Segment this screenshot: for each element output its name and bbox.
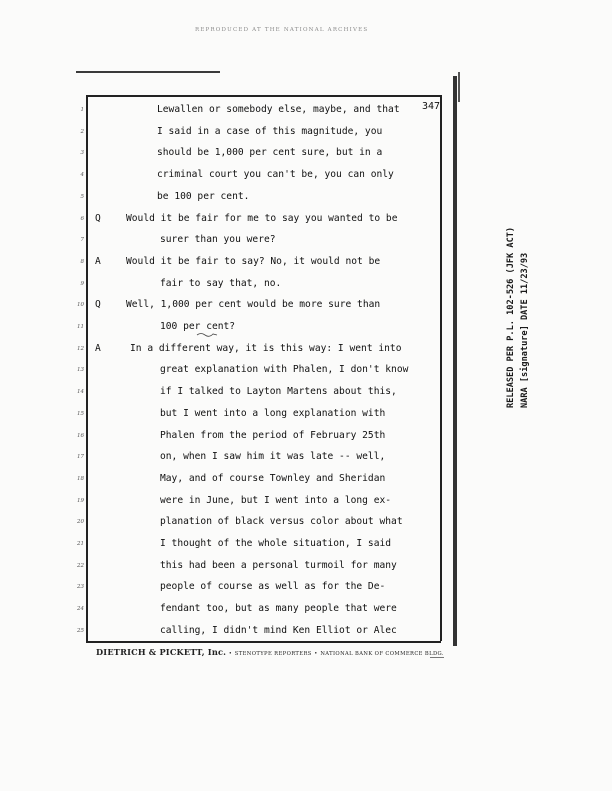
line-number: 15 (77, 410, 84, 417)
transcript-line: In a different way, it is this way: I went into (130, 342, 402, 354)
line-number: 21 (77, 541, 84, 547)
footer-address: NATIONAL BANK OF COMMERCE BLDG. (320, 651, 444, 657)
top-rule (76, 71, 220, 73)
line-number: 10 (77, 302, 84, 309)
transcript-line: great explanation with Phalen, I don't know (160, 364, 409, 376)
transcript-line: should be 1,000 per cent sure, but in a (157, 147, 383, 159)
line-number: 25 (77, 627, 84, 634)
transcript-line: on, when I saw him it was late -- well, (160, 451, 386, 463)
line-number: 18 (77, 475, 84, 482)
line-number: 11 (77, 324, 84, 330)
line-number: 6 (80, 215, 84, 222)
line-number: 19 (77, 497, 84, 504)
line-number: 2 (80, 128, 84, 135)
line-number: 24 (77, 606, 84, 613)
reporter-footer (96, 647, 444, 657)
release-stamp-line1: RELEASED PER P.L. 102-526 (JFK ACT) (506, 226, 516, 408)
line-number: 5 (80, 193, 84, 200)
transcript-line: fendant too, but as many people that were (160, 603, 397, 615)
footer-separator: • (314, 651, 318, 657)
right-margin-bar (453, 76, 457, 646)
transcript-line: criminal court you can't be, you can only (157, 169, 394, 181)
transcript-line: this had been a personal turmoil for many (160, 559, 397, 571)
release-stamp-line2: NARA [signature] DATE 11/23/93 (520, 252, 530, 408)
frame-right-border (440, 95, 442, 641)
page-number: 347 (422, 101, 441, 112)
transcript-line: people of course as well as for the De- (160, 581, 386, 593)
line-number: 20 (77, 519, 84, 526)
transcript-line: Lewallen or somebody else, maybe, and that (157, 104, 400, 115)
line-number: 14 (77, 389, 84, 396)
footer-separator: • (228, 651, 233, 657)
transcript-line: Phalen from the period of February 25th (160, 429, 386, 441)
line-number: 3 (80, 150, 84, 157)
line-number: 4 (80, 172, 84, 179)
footer-firm: DIETRICH & PICKETT, Inc. (96, 647, 227, 657)
transcript-line: if I talked to Layton Martens about this, (160, 386, 397, 398)
line-number: 1 (80, 107, 84, 113)
archive-reproduction-stamp: REPRODUCED AT THE NATIONAL ARCHIVES (195, 27, 369, 33)
transcript-line: May, and of course Townley and Sheridan (160, 472, 386, 484)
qa-marker: Q (95, 299, 101, 311)
transcript-line: Would it be fair to say? No, it would not be (126, 255, 381, 267)
line-number: 17 (77, 454, 84, 461)
line-number: 12 (77, 345, 84, 352)
transcript-line: were in June, but I went into a long ex- (160, 494, 392, 506)
line-number: 8 (80, 258, 84, 265)
frame-bottom-border (86, 641, 441, 643)
line-number: 7 (80, 237, 84, 244)
qa-marker: A (95, 342, 101, 354)
transcript-line: Well, 1,000 per cent would be more sure than (126, 299, 381, 311)
transcript-line: but I went into a long explanation with (160, 407, 386, 419)
line-number: 9 (80, 280, 84, 287)
transcript-line: I said in a case of this magnitude, you (157, 125, 383, 137)
line-number: 23 (77, 584, 84, 591)
line-number: 13 (77, 367, 84, 374)
frame-left-border (86, 95, 88, 641)
transcript-line: Would it be fair for me to say you wanted to be (126, 212, 398, 224)
transcript-line: surer than you were? (160, 234, 276, 246)
transcript-line: fair to say that, no. (160, 277, 282, 289)
transcript-line: 100 per cent? (160, 321, 236, 332)
qa-marker: Q (95, 212, 101, 224)
handwritten-mark (196, 332, 218, 337)
transcript-line: planation of black versus color about what (160, 516, 403, 528)
right-margin-tick (458, 72, 460, 102)
transcript-line: be 100 per cent. (157, 190, 250, 202)
release-stamp (504, 226, 544, 410)
footer-mark (430, 656, 444, 659)
line-number: 22 (77, 562, 84, 569)
frame-top-border (86, 95, 441, 97)
transcript-line: calling, I didn't mind Ken Elliot or Alec (160, 624, 397, 636)
line-number: 16 (77, 432, 84, 439)
footer-service: STENOTYPE REPORTERS (234, 651, 312, 657)
qa-marker: A (95, 255, 101, 267)
transcript-line: I thought of the whole situation, I said (160, 538, 392, 549)
